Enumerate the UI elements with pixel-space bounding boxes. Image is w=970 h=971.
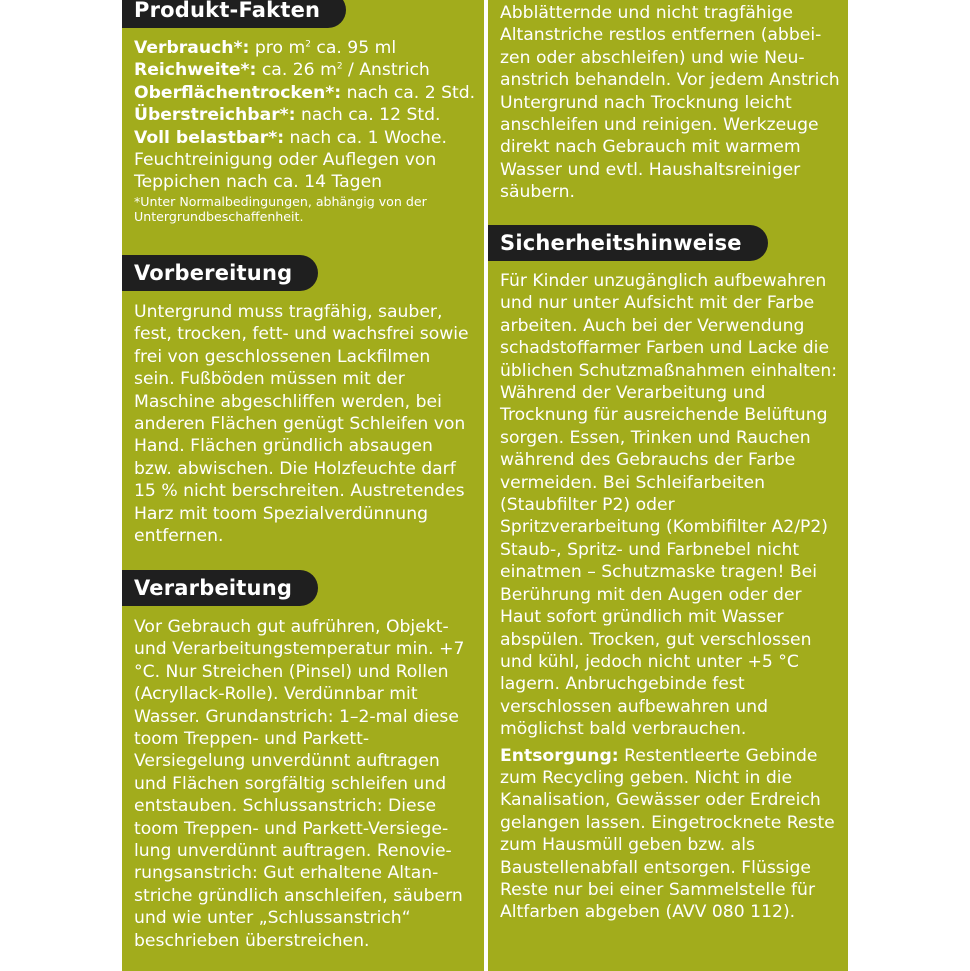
entsorgung-text: Restentleerte Gebinde zum Recycling geben. Nicht in die Kanalisation, Gewässer oder Erdreich gelangen lassen. Eingetrocknete Reste zum Hausmüll geben bzw. als Baustellenabfall entsorgen. Flüssige Reste nur bei einer Sammelstelle für Altfarben abgeben (AVV 080 112). — [500, 745, 835, 923]
fact-oberflaechentrocken: Oberflächentrocken*: nach ca. 2 Std. — [134, 82, 476, 103]
fact-footnote: *Unter Normalbedingungen, abhängig von der Untergrundbeschaffenheit. — [134, 193, 427, 225]
entsorgung-paragraph — [500, 745, 840, 924]
right-column — [488, 0, 848, 971]
produkt-fakten-list — [134, 37, 476, 225]
verarbeitung-heading: Verarbeitung — [122, 570, 318, 606]
fortsetzung-text — [500, 2, 840, 204]
left-column — [122, 0, 484, 971]
sicherheitshinweise-heading: Sicherheitshinweise — [488, 225, 768, 261]
sicherheitshinweise-text — [500, 270, 840, 924]
verarbeitung-text — [134, 616, 476, 952]
fact-ueberstreichbar: Überstreichbar*: nach ca. 12 Std. — [134, 105, 441, 126]
vorbereitung-text — [134, 301, 476, 547]
fact-verbrauch: Verbrauch*: pro $m^2$ ca. 95 ml — [134, 38, 397, 58]
vorbereitung-paragraph: Untergrund muss tragfähig, sauber, fest, trocken, fett- und wachsfrei sowie frei von geschlossenen Lackfilmen sein. Fußböden müssen mit der Maschine abgeschliffen werden, bei anderen Flächen genügt Schleifen von Hand. Flächen gründlich absaugen bzw. abwischen. Die Holzfeuchte darf 15 % nicht berschreiten. Austretendes Harz mit toom Spezialverdünnung entfernen. — [134, 302, 469, 547]
fortsetzung-paragraph: Abblätternde und nicht tragfähige Altanstriche restlos entfernen (abbeizen oder abschleifen) und wie Neuanstrich behandeln. Vor jedem Anstrich Untergrund nach Trocknung leicht anschleifen und reinigen. Werkzeuge direkt nach Gebrauch mit warmem Wasser und evtl. Haushaltsreiniger säubern. — [500, 3, 840, 203]
fact-reichweite: Reichweite*: ca. 26 $m^2$ / Anstrich — [134, 60, 430, 81]
fact-voll-belastbar: Voll belastbar*: nach ca. 1 Woche. — [134, 127, 447, 148]
produkt-fakten-heading: Produkt-Fakten — [122, 0, 346, 28]
verarbeitung-paragraph: Vor Gebrauch gut aufrühren, Objekt- und Verarbeitungstemperatur min. +7 °C. Nur Streichen (Pinsel) und Rollen (Acryllack-Rolle). Verdünnbar mit Wasser. Grundanstrich: 1–2-mal diese toom Treppen- und Parkett-Versiegelung unverdünnt auftragen und Flächen sorgfältig schleifen und entstauben. Schlussanstrich: Diese toom Treppen- und Parkett-Versiegelung unverdünnt auftragen. Renovierungsanstrich: Gut erhaltene Altanstriche gründlich anschleifen, säubern und wie unter „Schlussanstrich“ beschrieben überstreichen. — [134, 617, 465, 951]
vorbereitung-heading: Vorbereitung — [122, 255, 318, 291]
fact-note: Feuchtreinigung oder Auflegen von Teppichen nach ca. 14 Tagen — [134, 150, 437, 193]
sicherheitshinweise-paragraph: Für Kinder unzugänglich aufbewahren und nur unter Aufsicht mit der Farbe arbeiten. Auch bei der Verwendung schadstoffarmer Farben und Lacke die üblichen Schutzmaßnahmen einhalten: Während der Verarbeitung und Trocknung für ausreichende Belüftung sorgen. Essen, Trinken und Rauchen während des Gebrauchs der Farbe vermeiden. Bei Schleifarbeiten (Staubfilter P2) oder Spritzverarbeitung (Kombifilter A2/P2) Staub-, Spritz- und Farbnebel nicht einatmen – Schutzmaske tragen! Bei Berührung mit den Augen oder der Haut sofort gründlich mit Wasser abspülen. Trocken, gut verschlossen und kühl, jedoch nicht unter +5 °C lagern. Anbruchgebinde fest verschlossen aufbewahren und möglichst bald verbrauchen. — [500, 271, 838, 740]
entsorgung-label: Entsorgung: — [500, 745, 619, 766]
